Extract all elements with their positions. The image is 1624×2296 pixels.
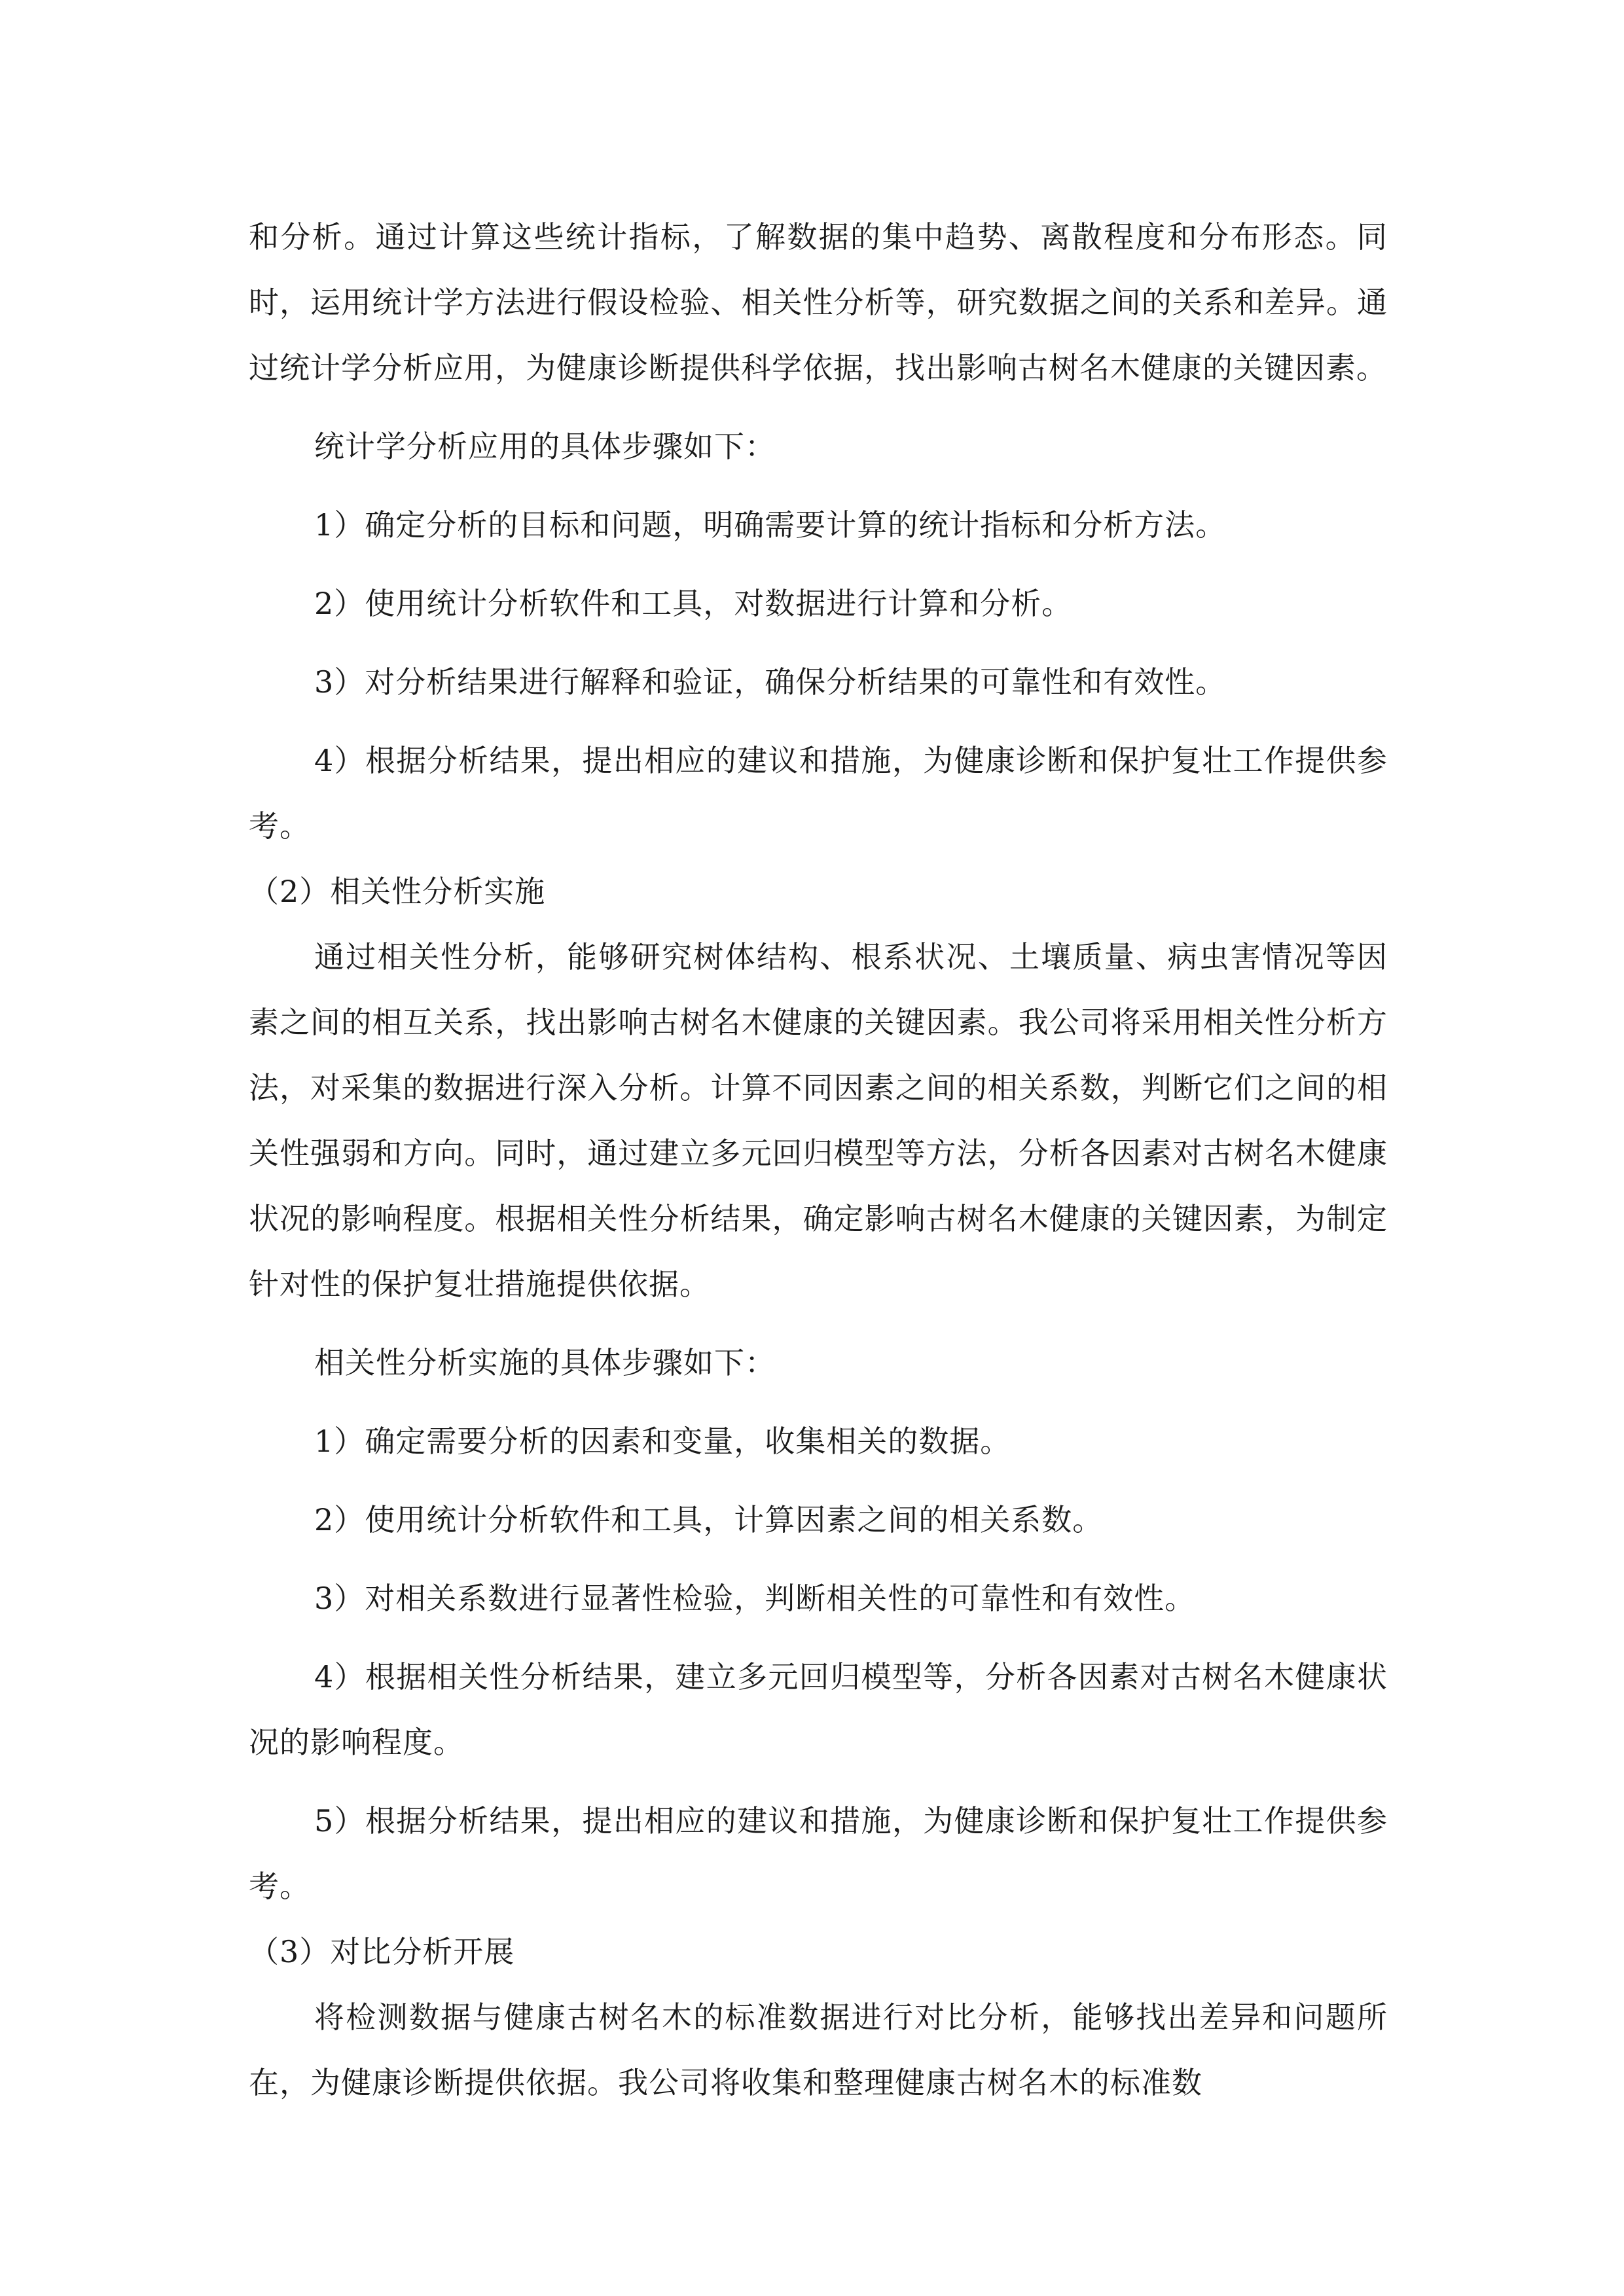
paragraph-stats-intro: 和分析。通过计算这些统计指标，了解数据的集中趋势、离散程度和分布形态。同时，运用统计学方法进行假设检验、相关性分析等，研究数据之间的关系和差异。通过统计学分析应用，为健康诊断提供科学依据，找出影响古树名木健康的关键因素。 <box>249 219 1388 386</box>
list-item-stats-step-4: 4）根据分析结果，提出相应的建议和措施，为健康诊断和保护复壮工作提供参考。 <box>249 743 1388 844</box>
section-heading-comparison: （3）对比分析开展 <box>249 1934 515 1969</box>
paragraph-correlation-steps-intro: 相关性分析实施的具体步骤如下： <box>314 1345 776 1380</box>
paragraph-comparison-body: 将检测数据与健康古树名木的标准数据进行对比分析，能够找出差异和问题所在，为健康诊断提供依据。我公司将收集和整理健康古树名木的标准数 <box>249 2000 1388 2100</box>
list-item-correlation-step-3: 3）对相关系数进行显著性检验，判断相关性的可靠性和有效性。 <box>314 1581 1196 1616</box>
list-item-stats-step-1: 1）确定分析的目标和问题，明确需要计算的统计指标和分析方法。 <box>314 507 1227 543</box>
list-item-correlation-step-1: 1）确定需要分析的因素和变量，收集相关的数据。 <box>314 1424 1011 1459</box>
paragraph-correlation-body: 通过相关性分析，能够研究树体结构、根系状况、土壤质量、病虫害情况等因素之间的相互关系，找出影响古树名木健康的关键因素。我公司将采用相关性分析方法，对采集的数据进行深入分析。计算不同因素之间的相关系数，判断它们之间的相关性强弱和方向。同时，通过建立多元回归模型等方法，分析各因素对古树名木健康状况的影响程度。根据相关性分析结果，确定影响古树名木健康的关键因素，为制定针对性的保护复壮措施提供依据。 <box>249 939 1388 1302</box>
list-item-stats-step-2: 2）使用统计分析软件和工具，对数据进行计算和分析。 <box>314 586 1073 621</box>
list-item-stats-step-3: 3）对分析结果进行解释和验证，确保分析结果的可靠性和有效性。 <box>314 664 1227 700</box>
section-heading-correlation: （2）相关性分析实施 <box>249 874 546 909</box>
list-item-correlation-step-4: 4）根据相关性分析结果，建立多元回归模型等，分析各因素对古树名木健康状况的影响程度。 <box>249 1659 1388 1760</box>
list-item-correlation-step-2: 2）使用统计分析软件和工具，计算因素之间的相关系数。 <box>314 1502 1104 1537</box>
list-item-correlation-step-5: 5）根据分析结果，提出相应的建议和措施，为健康诊断和保护复壮工作提供参考。 <box>249 1803 1388 1904</box>
body-text <box>249 204 1388 2115</box>
paragraph-stats-steps-intro: 统计学分析应用的具体步骤如下： <box>314 429 776 464</box>
